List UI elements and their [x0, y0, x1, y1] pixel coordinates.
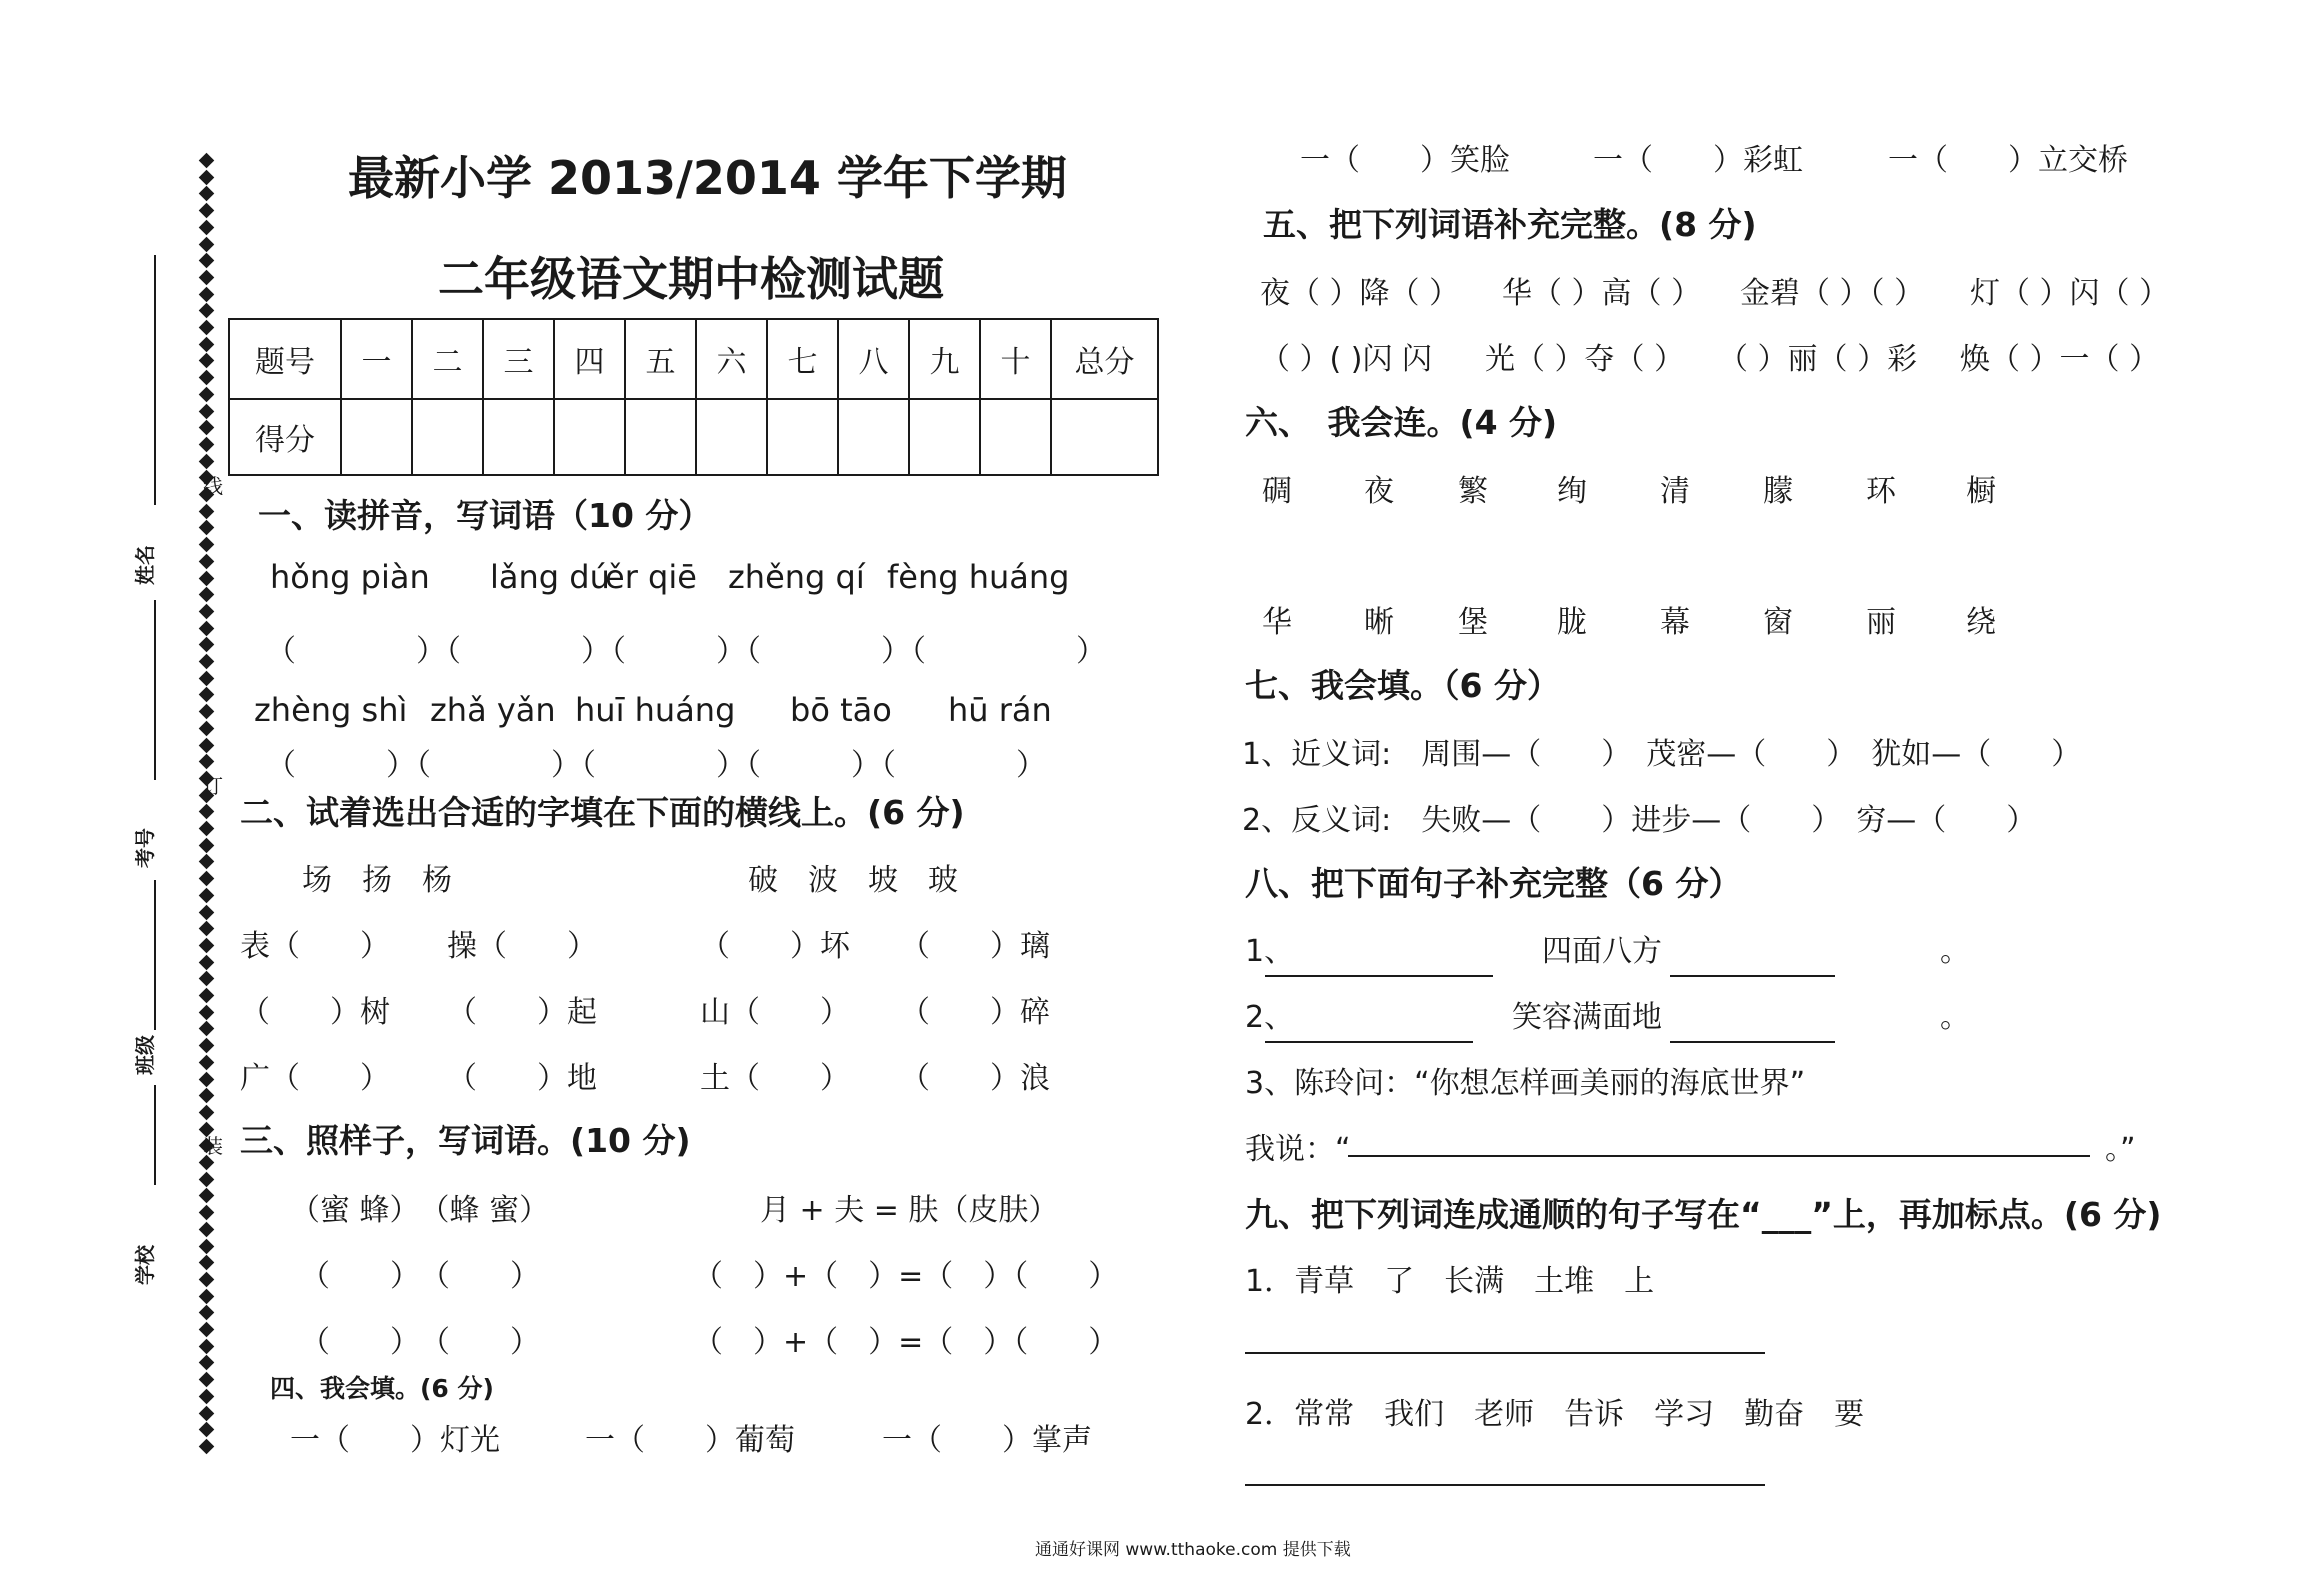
binding-diamond	[199, 654, 215, 670]
binding-diamond	[199, 570, 215, 586]
fill-item[interactable]: （ ）坏	[700, 929, 850, 964]
binding-diamond	[199, 1405, 215, 1421]
section8-item1-blank-after[interactable]	[1670, 975, 1835, 977]
binding-diamond	[199, 1305, 215, 1321]
binding-diamond	[199, 169, 215, 185]
binding-mark-staple: 订	[203, 774, 223, 798]
score-table-col-9: 九	[909, 319, 980, 399]
score-table-col-7: 七	[767, 319, 838, 399]
binding-diamond	[199, 503, 215, 519]
binding-diamond-column	[199, 155, 217, 1485]
section8-item3-answer-line[interactable]	[1348, 1155, 2090, 1157]
section8-item3-suffix: 。”	[2105, 1132, 2136, 1167]
school-fill-line[interactable]	[154, 1085, 156, 1185]
binding-diamond	[199, 370, 215, 386]
section8-item2-blank-before[interactable]	[1265, 1041, 1473, 1043]
binding-diamond	[199, 403, 215, 419]
match-word-top: 橱	[1966, 474, 1996, 509]
section9-heading: 九、把下列词连成通顺的句子写在“___”上，再加标点。(6 分)	[1245, 1195, 2162, 1234]
score-cell[interactable]	[980, 399, 1051, 475]
section3-example-left: （蜜 蜂） （蜂 蜜）	[290, 1193, 550, 1228]
binding-diamond	[199, 954, 215, 970]
fill-item[interactable]: （ ）碎	[900, 995, 1050, 1030]
binding-mark-bind: 装	[203, 1134, 223, 1158]
name-fill-line[interactable]	[154, 255, 156, 505]
fill-item[interactable]: （ ）树	[240, 995, 390, 1030]
fill-item[interactable]: 土（ ）	[700, 1061, 850, 1096]
binding-diamond	[199, 754, 215, 770]
binding-diamond	[199, 1322, 215, 1338]
section5-heading: 五、把下列词语补充完整。(8 分)	[1263, 205, 1757, 244]
page-title-line1: 最新小学 2013/2014 学年下学期	[348, 151, 1067, 205]
binding-diamond	[199, 1222, 215, 1238]
binding-diamond	[199, 186, 215, 202]
fill-item[interactable]: 金碧（ ）（ ）	[1740, 276, 1925, 311]
binding-diamond	[199, 286, 215, 302]
binding-diamond	[199, 737, 215, 753]
section3-row2-right[interactable]: （ ）+（ ）=（ ）（ ）	[693, 1325, 1119, 1360]
binding-diamond	[199, 854, 215, 870]
fill-item[interactable]: 夜（ ）降（ ）	[1260, 276, 1460, 311]
binding-diamond	[199, 1255, 215, 1271]
score-table-col-1: 一	[341, 319, 412, 399]
fill-item[interactable]: 一（ ）彩虹	[1593, 143, 1803, 178]
match-word-top: 绚	[1557, 474, 1587, 509]
binding-diamond	[199, 387, 215, 403]
match-word-top: 繁	[1458, 474, 1488, 509]
section6-heading: 六、 我会连。(4 分)	[1245, 403, 1558, 442]
section3-row2-left[interactable]: （ ） （ ）	[300, 1325, 540, 1360]
binding-diamond	[199, 1038, 215, 1054]
score-table-col-8: 八	[838, 319, 909, 399]
binding-diamond	[199, 721, 215, 737]
fill-item[interactable]: 灯（ ）闪（ ）	[1970, 276, 2170, 311]
section1-blank-row1[interactable]: （ ）（ ）（ ）（ ）（ ）	[266, 634, 1106, 669]
binding-diamond	[199, 1372, 215, 1388]
binding-diamond	[199, 620, 215, 636]
fill-item[interactable]: 光（ ）夺（ ）	[1485, 342, 1685, 377]
binding-diamond	[199, 1288, 215, 1304]
binding-diamond	[199, 1188, 215, 1204]
binding-diamond	[199, 1004, 215, 1020]
section8-item1-period: 。	[1940, 934, 1970, 969]
pinyin-item: ěr qiē	[605, 558, 697, 596]
fill-item[interactable]: （ ）浪	[900, 1061, 1050, 1096]
binding-diamond	[199, 837, 215, 853]
score-cell[interactable]	[696, 399, 767, 475]
section8-item2-number: 2、	[1245, 1000, 1295, 1035]
match-word-bottom: 幕	[1660, 605, 1690, 640]
score-table	[228, 318, 1159, 476]
binding-diamond	[199, 1105, 215, 1121]
pinyin-item: zhǎ yǎn	[430, 691, 556, 729]
section8-item3-prefix: 我说：“	[1245, 1132, 1351, 1167]
binding-diamond	[199, 704, 215, 720]
binding-diamond	[199, 1272, 215, 1288]
section8-item2-blank-after[interactable]	[1670, 1041, 1835, 1043]
fill-item[interactable]: 山（ ）	[700, 995, 850, 1030]
binding-diamond	[199, 637, 215, 653]
section1-heading: 一、读拼音，写词语（10 分）	[258, 496, 712, 535]
score-table-col-3: 三	[483, 319, 554, 399]
match-word-top: 朦	[1763, 474, 1793, 509]
binding-diamond	[199, 520, 215, 536]
pinyin-item: bō tāo	[790, 691, 892, 729]
binding-diamond	[199, 220, 215, 236]
score-table-col-2: 二	[412, 319, 483, 399]
exam-number-label: 考号	[133, 828, 157, 868]
match-word-top: 清	[1660, 474, 1690, 509]
binding-diamond	[199, 1389, 215, 1405]
binding-diamond	[199, 1439, 215, 1455]
binding-diamond	[199, 1055, 215, 1071]
binding-diamond	[199, 320, 215, 336]
match-word-top: 碉	[1262, 474, 1292, 509]
match-word-top: 夜	[1364, 474, 1394, 509]
binding-diamond	[199, 420, 215, 436]
binding-diamond	[199, 670, 215, 686]
fill-item[interactable]: （ ）丽（ ）彩	[1718, 342, 1918, 377]
pinyin-item: zhěng qí	[728, 558, 865, 596]
fill-item[interactable]: （ ）璃	[900, 929, 1050, 964]
match-word-bottom: 堡	[1458, 605, 1488, 640]
fill-item[interactable]: 一（ ）立交桥	[1888, 143, 2128, 178]
binding-diamond	[199, 303, 215, 319]
match-word-bottom: 丽	[1866, 605, 1896, 640]
score-table-row-score: 得分	[229, 399, 341, 475]
section3-heading: 三、照样子，写词语。(10 分)	[240, 1121, 691, 1160]
binding-diamond	[199, 336, 215, 352]
match-word-bottom: 华	[1262, 605, 1292, 640]
fill-item[interactable]: 一（ ）掌声	[882, 1423, 1092, 1458]
section9-item1: 1．青草 了 长满 土堆 上	[1245, 1264, 1655, 1299]
binding-diamond	[199, 554, 215, 570]
match-word-bottom: 绕	[1966, 605, 1996, 640]
section2-heading: 二、试着选出合适的字填在下面的横线上。(6 分)	[240, 793, 965, 832]
match-word-bottom: 胧	[1557, 605, 1587, 640]
pinyin-item: hǒng piàn	[270, 558, 430, 596]
score-cell[interactable]	[341, 399, 412, 475]
pinyin-item: huī huáng	[575, 691, 736, 729]
section8-item1-number: 1、	[1245, 934, 1295, 969]
fill-item[interactable]: （ ）( )闪 闪	[1260, 342, 1433, 377]
score-table-col-5: 五	[625, 319, 696, 399]
binding-diamond	[199, 453, 215, 469]
binding-diamond	[199, 236, 215, 252]
binding-diamond	[199, 1171, 215, 1187]
binding-diamond	[199, 1338, 215, 1354]
binding-diamond	[199, 871, 215, 887]
name-label: 姓名	[133, 545, 157, 585]
section8-item3-prompt: 3、陈玲问：“你想怎样画美丽的海底世界”	[1245, 1066, 1806, 1101]
binding-diamond	[199, 921, 215, 937]
section1-blank-row2[interactable]: （ ）（ ）（ ）（ ）（ ）	[266, 748, 1046, 783]
binding-diamond	[199, 253, 215, 269]
section3-example-right: 月 + 夫 = 肤（皮肤）	[760, 1193, 1059, 1228]
binding-diamond	[199, 1205, 215, 1221]
fill-item[interactable]: 广（ ）	[240, 1061, 390, 1096]
binding-diamond	[199, 687, 215, 703]
binding-diamond	[199, 153, 215, 169]
section8-item1-blank-before[interactable]	[1265, 975, 1493, 977]
section7-heading: 七、我会填。（6 分）	[1245, 666, 1560, 705]
binding-diamond	[199, 437, 215, 453]
binding-diamond	[199, 604, 215, 620]
section8-item1-text: 四面八方	[1542, 934, 1662, 969]
binding-diamond	[199, 988, 215, 1004]
fill-item[interactable]: （ ）地	[447, 1061, 597, 1096]
section4-heading: 四、我会填。(6 分)	[270, 1374, 494, 1403]
score-table-col-4: 四	[554, 319, 625, 399]
school-label: 学校	[133, 1245, 157, 1285]
pinyin-item: zhèng shì	[254, 691, 408, 729]
section9-item2-answer-line[interactable]	[1245, 1484, 1765, 1486]
fill-item[interactable]: 一（ ）葡萄	[585, 1423, 795, 1458]
pinyin-item: hū rán	[948, 691, 1052, 729]
binding-diamond	[199, 904, 215, 920]
section9-item1-answer-line[interactable]	[1245, 1352, 1765, 1354]
score-cell[interactable]	[412, 399, 483, 475]
binding-diamond	[199, 804, 215, 820]
exam-number-fill-line[interactable]	[154, 600, 156, 780]
match-word-bottom: 晰	[1364, 605, 1394, 640]
section3-row1-right[interactable]: （ ）+（ ）=（ ）（ ）	[693, 1259, 1119, 1294]
section9-item2: 2．常常 我们 老师 告诉 学习 勤奋 要	[1245, 1397, 1865, 1432]
score-table-row-header: 题号	[229, 319, 341, 399]
binding-diamond	[199, 203, 215, 219]
binding-diamond	[199, 888, 215, 904]
binding-mark-line: 线	[203, 474, 223, 498]
score-table-col-10: 十	[980, 319, 1051, 399]
fill-item[interactable]: 华（ ）高（ ）	[1502, 276, 1702, 311]
class-label: 班级	[133, 1035, 157, 1075]
score-table-col-6: 六	[696, 319, 767, 399]
score-cell[interactable]	[838, 399, 909, 475]
score-cell[interactable]	[554, 399, 625, 475]
binding-diamond	[199, 537, 215, 553]
score-cell[interactable]	[1051, 399, 1158, 475]
binding-diamond	[199, 1021, 215, 1037]
score-table-col-total: 总分	[1051, 319, 1158, 399]
score-cell[interactable]	[483, 399, 554, 475]
fill-item[interactable]: 表（ ）	[240, 929, 390, 964]
binding-diamond	[199, 821, 215, 837]
binding-diamond	[199, 1071, 215, 1087]
binding-diamond	[199, 270, 215, 286]
section2-choice-left: 场 扬 杨	[302, 863, 452, 898]
section8-heading: 八、把下面句子补充完整（6 分）	[1245, 864, 1742, 903]
fill-item[interactable]: 焕（ ）一（ ）	[1960, 342, 2160, 377]
binding-diamond	[199, 1238, 215, 1254]
section8-item2-period: 。	[1940, 1000, 1970, 1035]
binding-diamond	[199, 1355, 215, 1371]
binding-diamond	[199, 587, 215, 603]
pinyin-item: lǎng dú	[490, 558, 610, 596]
binding-diamond	[199, 938, 215, 954]
page-title-line2: 二年级语文期中检测试题	[438, 252, 944, 306]
fill-item[interactable]: （ ）起	[447, 995, 597, 1030]
pinyin-item: fèng huáng	[887, 558, 1070, 596]
footer-credit: 通通好课网 www.tthaoke.com 提供下载	[1035, 1540, 1351, 1560]
fill-item[interactable]: 一（ ）笑脸	[1300, 143, 1510, 178]
fill-item[interactable]: 一（ ）灯光	[290, 1423, 500, 1458]
class-fill-line[interactable]	[154, 880, 156, 1030]
fill-item[interactable]: 操（ ）	[447, 929, 597, 964]
binding-diamond	[199, 971, 215, 987]
section7-synonyms[interactable]: 1、近义词: 周围—（ ） 茂密—（ ） 犹如—（ ）	[1242, 737, 2082, 772]
score-cell[interactable]	[767, 399, 838, 475]
match-word-top: 环	[1866, 474, 1896, 509]
section2-choice-right: 破 波 坡 玻	[748, 863, 958, 898]
match-word-bottom: 窗	[1763, 605, 1793, 640]
binding-diamond	[199, 353, 215, 369]
score-cell[interactable]	[909, 399, 980, 475]
section8-item2-text: 笑容满面地	[1512, 1000, 1662, 1035]
score-cell[interactable]	[625, 399, 696, 475]
section3-row1-left[interactable]: （ ） （ ）	[300, 1259, 540, 1294]
binding-diamond	[199, 1422, 215, 1438]
binding-diamond	[199, 1088, 215, 1104]
section7-antonyms[interactable]: 2、反义词: 失败—（ ）进步—（ ） 穷—（ ）	[1242, 803, 2037, 838]
